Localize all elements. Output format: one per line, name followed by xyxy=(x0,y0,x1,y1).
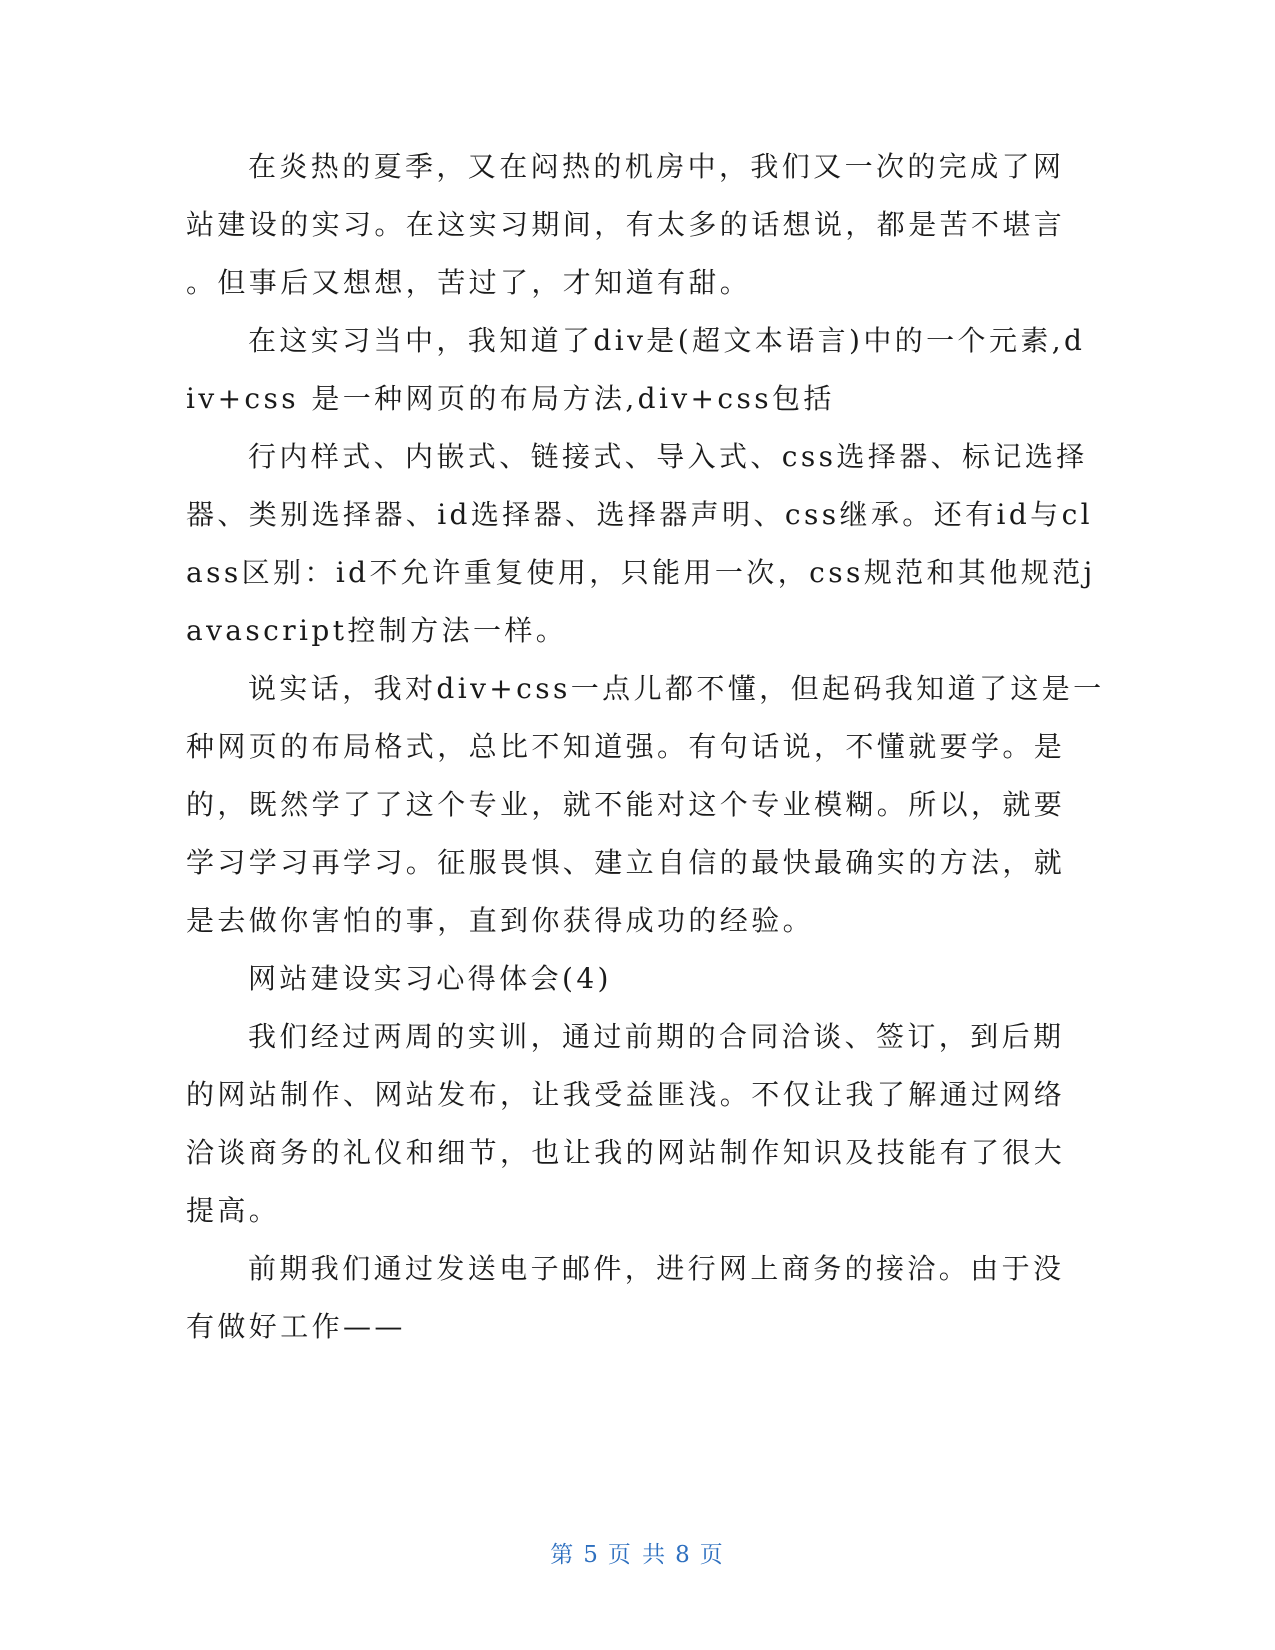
paragraph-line: 器、类别选择器、id选择器、选择器声明、css继承。还有id与cl xyxy=(186,498,1094,531)
paragraph-line: 提高。 xyxy=(186,1194,281,1227)
paragraph-line: 我们经过两周的实训，通过前期的合同洽谈、签订，到后期 xyxy=(248,1020,1065,1053)
paragraph-line: 说实话，我对div+css一点儿都不懂，但起码我知道了这是一 xyxy=(248,672,1105,705)
paragraph-line: iv+css 是一种网页的布局方法,div+css包括 xyxy=(186,382,835,415)
paragraph-line: 有做好工作—— xyxy=(186,1310,406,1343)
paragraph-line: 是去做你害怕的事，直到你获得成功的经验。 xyxy=(186,904,815,937)
paragraph-line: 的，既然学了了这个专业，就不能对这个专业模糊。所以，就要 xyxy=(186,788,1066,821)
section-heading: 网站建设实习心得体会(4) xyxy=(248,962,612,995)
paragraph-line: 站建设的实习。在这实习期间，有太多的话想说，都是苦不堪言 xyxy=(186,208,1066,241)
paragraph-line: 在炎热的夏季，又在闷热的机房中，我们又一次的完成了网 xyxy=(248,150,1065,183)
paragraph-line: 在这实习当中，我知道了div是(超文本语言)中的一个元素,d xyxy=(248,324,1086,357)
paragraph-line: avascript控制方法一样。 xyxy=(186,614,568,647)
paragraph-line: 种网页的布局格式，总比不知道强。有句话说，不懂就要学。是 xyxy=(186,730,1066,763)
paragraph-line: 学习学习再学习。征服畏惧、建立自信的最快最确实的方法，就 xyxy=(186,846,1066,879)
footer-middle: 页 共 xyxy=(607,1542,668,1568)
document-body xyxy=(186,138,1105,1356)
paragraph-line: 行内样式、内嵌式、链接式、导入式、css选择器、标记选择 xyxy=(248,440,1088,473)
total-pages: 8 xyxy=(675,1542,692,1568)
footer-suffix: 页 xyxy=(699,1542,725,1568)
paragraph-line: ass区别：id不允许重复使用，只能用一次，css规范和其他规范j xyxy=(186,556,1096,589)
page-number: 5 xyxy=(583,1542,600,1568)
paragraph-line: 的网站制作、网站发布，让我受益匪浅。不仅让我了解通过网络 xyxy=(186,1078,1066,1111)
page-footer xyxy=(0,1536,1275,1569)
paragraph-line: 前期我们通过发送电子邮件，进行网上商务的接洽。由于没 xyxy=(248,1252,1065,1285)
footer-prefix: 第 xyxy=(550,1542,576,1568)
paragraph-line: 洽谈商务的礼仪和细节，也让我的网站制作知识及技能有了很大 xyxy=(186,1136,1066,1169)
paragraph-line: 。但事后又想想，苦过了，才知道有甜。 xyxy=(186,266,752,299)
